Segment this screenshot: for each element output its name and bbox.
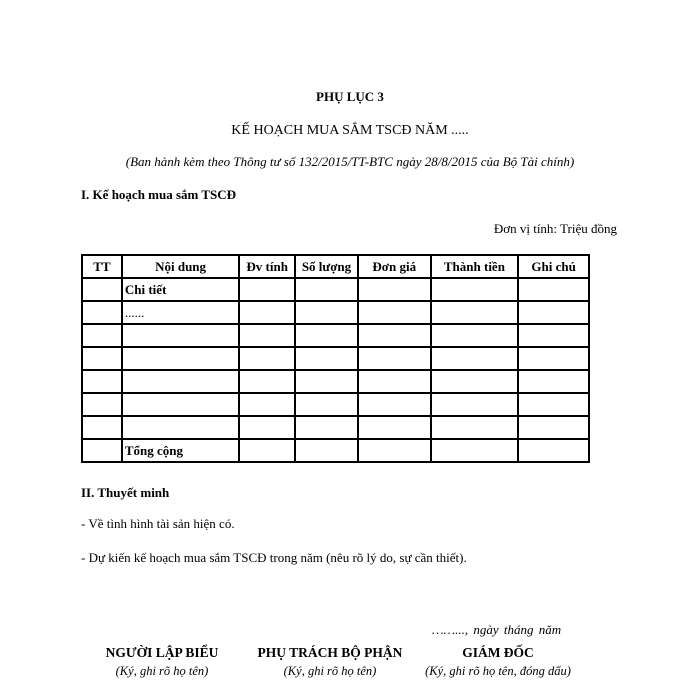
- table-row: [82, 416, 589, 439]
- cell-unit-price: [358, 393, 431, 416]
- cell-unit: [239, 324, 295, 347]
- cell-tt: [82, 301, 122, 324]
- cell-unit-price: [358, 416, 431, 439]
- cell-tt: [82, 439, 122, 462]
- signature-role: NGƯỜI LẬP BIỂU: [105, 645, 219, 660]
- cell-note: [518, 324, 589, 347]
- cell-amount: [431, 393, 519, 416]
- signature-director: [398, 645, 598, 679]
- cell-quantity: [295, 416, 358, 439]
- cell-unit-price: [358, 439, 431, 462]
- cell-unit-price: [358, 324, 431, 347]
- table-header-row: [82, 255, 589, 278]
- header-tt: TT: [82, 255, 122, 278]
- document-title: KẾ HOẠCH MUA SẮM TSCĐ NĂM .....: [231, 123, 469, 138]
- document-subtitle: (Ban hành kèm theo Thông tư số 132/2015/TT-BTC ngày 28/8/2015 của Bộ Tài chính): [125, 154, 575, 169]
- cell-amount: [431, 347, 519, 370]
- cell-amount: [431, 416, 519, 439]
- unit-label: Đơn vị tính: Triệu đồng: [493, 221, 617, 236]
- cell-note: [518, 347, 589, 370]
- cell-tt: [82, 393, 122, 416]
- appendix-label: PHỤ LỤC 3: [316, 89, 384, 104]
- cell-quantity: [295, 347, 358, 370]
- section-1-heading: I. Kế hoạch mua sắm TSCĐ: [81, 187, 237, 202]
- purchase-plan-table: [81, 254, 590, 463]
- cell-unit-price: [358, 301, 431, 324]
- table-row: [82, 301, 589, 324]
- cell-tt: [82, 347, 122, 370]
- cell-unit: [239, 347, 295, 370]
- signature-hint: (Ký, ghi rõ họ tên, đóng dấu): [425, 664, 571, 678]
- cell-unit: [239, 416, 295, 439]
- cell-unit-price: [358, 278, 431, 301]
- cell-unit-price: [358, 370, 431, 393]
- cell-quantity: [295, 278, 358, 301]
- table-row: [82, 278, 589, 301]
- cell-tt: [82, 278, 122, 301]
- date-line: ……..., ngày tháng năm: [432, 622, 562, 637]
- explanation-note: - Dự kiến kế hoạch mua sắm TSCĐ trong năm (nêu rõ lý do, sự cần thiết).: [81, 550, 467, 565]
- cell-amount: [431, 370, 519, 393]
- cell-quantity: [295, 393, 358, 416]
- cell-quantity: [295, 370, 358, 393]
- cell-amount: [431, 439, 519, 462]
- cell-unit: [239, 301, 295, 324]
- cell-amount: [431, 278, 519, 301]
- cell-content: [122, 393, 239, 416]
- cell-note: [518, 370, 589, 393]
- cell-quantity: [295, 301, 358, 324]
- header-unit: Đv tính: [239, 255, 295, 278]
- cell-content: ......: [122, 301, 239, 324]
- explanation-note: - Về tình hình tài sản hiện có.: [81, 516, 235, 531]
- header-content: Nội dung: [122, 255, 239, 278]
- cell-unit: [239, 439, 295, 462]
- signature-role: GIÁM ĐỐC: [462, 645, 534, 660]
- table-row: [82, 347, 589, 370]
- cell-tt: [82, 324, 122, 347]
- cell-content: Chi tiết: [122, 278, 239, 301]
- table-row: [82, 370, 589, 393]
- section-2-heading: II. Thuyết minh: [81, 485, 170, 500]
- cell-quantity: [295, 439, 358, 462]
- table-total-row: [82, 439, 589, 462]
- cell-tt: [82, 370, 122, 393]
- header-quantity: Số lượng: [295, 255, 358, 278]
- table-row: [82, 393, 589, 416]
- table-row: [82, 324, 589, 347]
- cell-note: [518, 416, 589, 439]
- signature-hint: (Ký, ghi rõ họ tên): [283, 664, 377, 678]
- cell-note: [518, 301, 589, 324]
- cell-note: [518, 278, 589, 301]
- header-note: Ghi chú: [518, 255, 589, 278]
- signature-hint: (Ký, ghi rõ họ tên): [115, 664, 209, 678]
- cell-content: [122, 370, 239, 393]
- cell-content: [122, 324, 239, 347]
- cell-amount: [431, 301, 519, 324]
- cell-amount: [431, 324, 519, 347]
- signature-role: PHỤ TRÁCH BỘ PHẬN: [257, 645, 403, 660]
- cell-tt: [82, 416, 122, 439]
- cell-content: [122, 416, 239, 439]
- cell-quantity: [295, 324, 358, 347]
- header-unit-price: Đơn giá: [358, 255, 431, 278]
- cell-note: [518, 393, 589, 416]
- cell-unit: [239, 393, 295, 416]
- cell-unit-price: [358, 347, 431, 370]
- header-amount: Thành tiền: [431, 255, 519, 278]
- cell-unit: [239, 278, 295, 301]
- cell-total-label: Tổng cộng: [122, 439, 239, 462]
- cell-content: [122, 347, 239, 370]
- cell-unit: [239, 370, 295, 393]
- cell-note: [518, 439, 589, 462]
